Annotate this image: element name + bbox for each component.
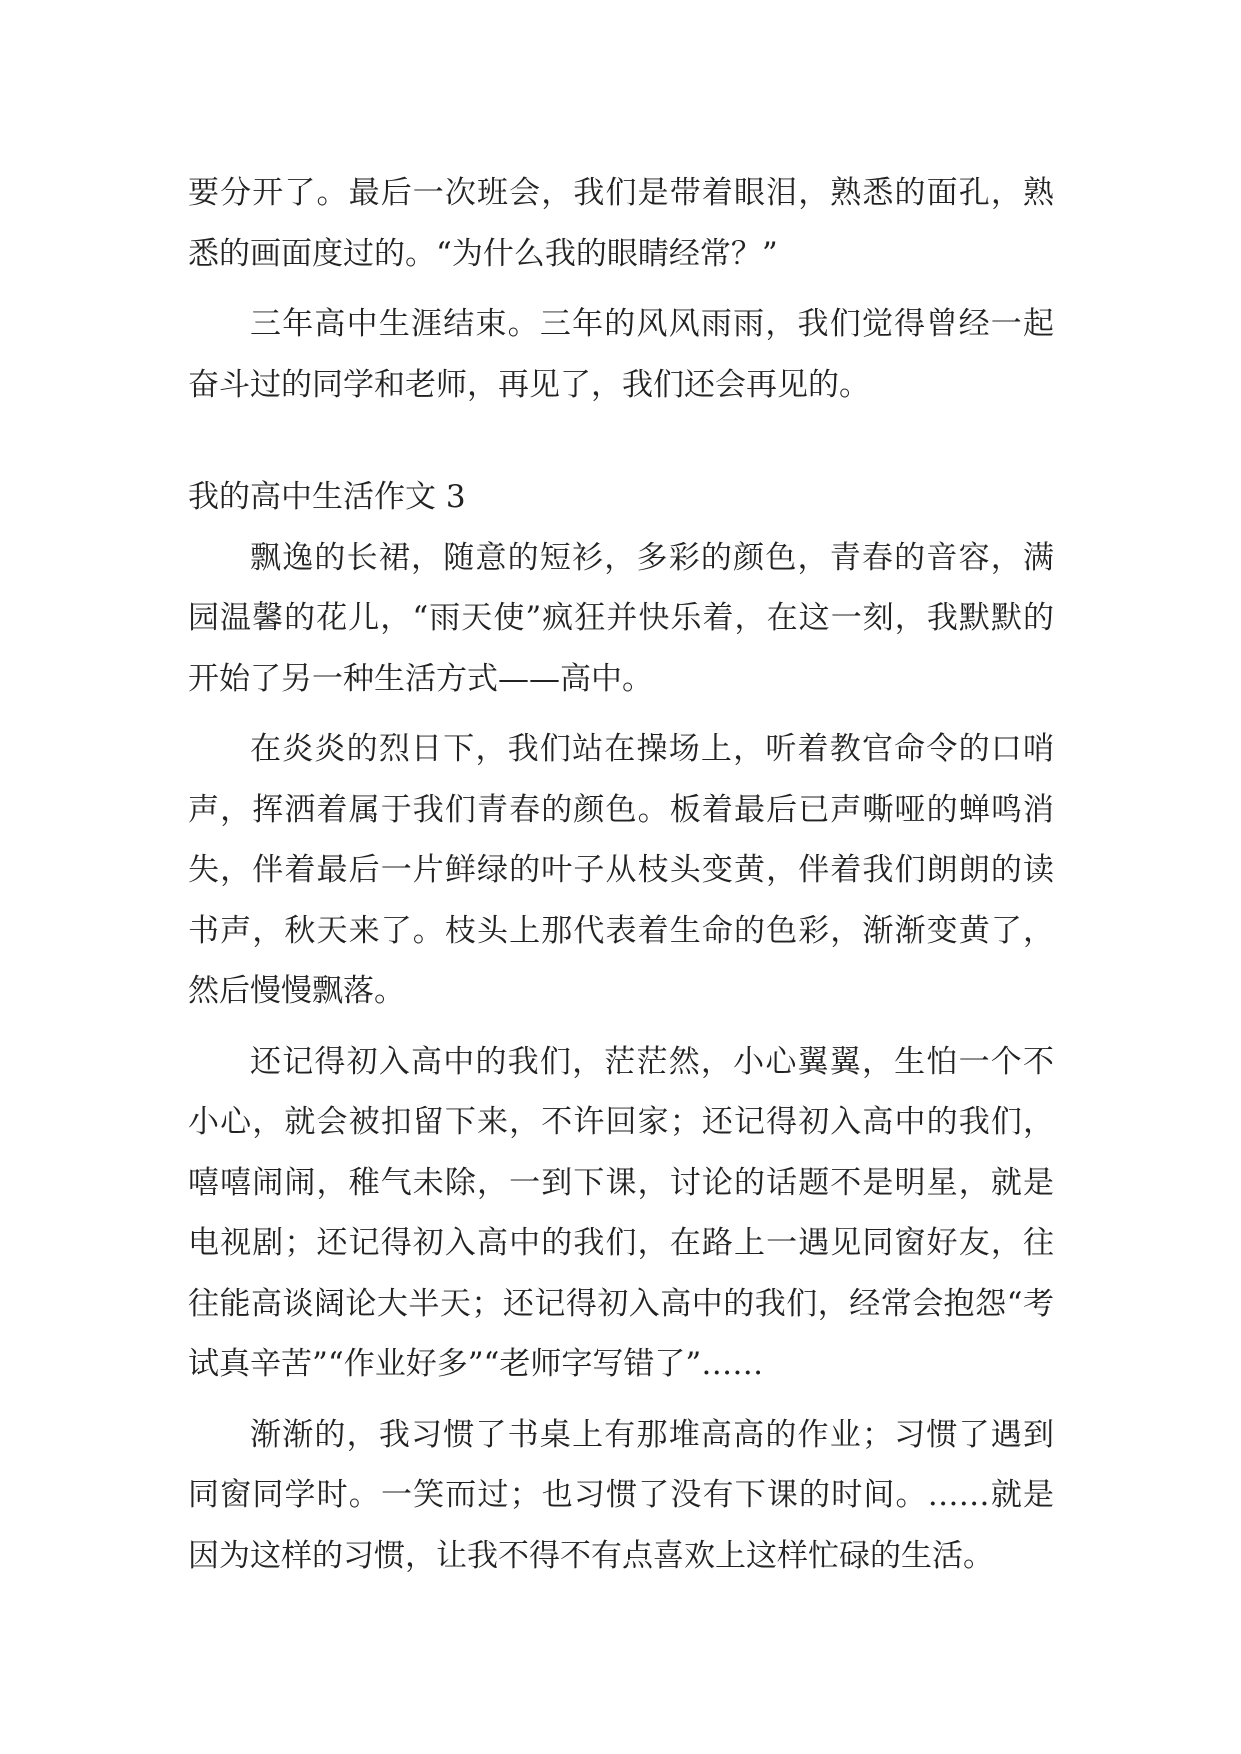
paragraph-habit: 渐渐的，我习惯了书桌上有那堆高高的作业；习惯了遇到同窗同学时。一笑而过；也习惯了没有下课的时间。……就是因为这样的习惯，让我不得不有点喜欢上这样忙碌的生活。 bbox=[188, 1416, 1054, 1574]
section-title: 我的高中生活作文 3 bbox=[188, 479, 466, 515]
paragraph-skirts: 飘逸的长裙，随意的短衫，多彩的颜色，青春的音容，满园温馨的花儿，“雨天使”疯狂并快乐着，在这一刻，我默默的开始了另一种生活方式——高中。 bbox=[188, 539, 1054, 697]
paragraph-remember: 还记得初入高中的我们，茫茫然，小心翼翼，生怕一个不小心，就会被扣留下来，不许回家；还记得初入高中的我们，嘻嘻闹闹，稚气未除，一到下课，讨论的话题不是明星，就是电视剧；还记得初入高中的我们，在路上一遇见同窗好友，往往能高谈阔论大半天；还记得初入高中的我们，经常会抱怨“考试真辛苦”“作业好多”“老师字写错了”…… bbox=[188, 1043, 1054, 1382]
paragraph-sun: 在炎炎的烈日下，我们站在操场上，听着教官命令的口哨声，挥洒着属于我们青春的颜色。板着最后已声嘶哑的蝉鸣消失，伴着最后一片鲜绿的叶子从枝头变黄，伴着我们朗朗的读书声，秋天来了。枝头上那代表着生命的色彩，渐渐变黄了，然后慢慢飘落。 bbox=[188, 731, 1054, 1009]
document-body bbox=[188, 163, 1054, 1586]
paragraph-continuation: 要分开了。最后一次班会，我们是带着眼泪，熟悉的面孔，熟悉的画面度过的。“为什么我的眼睛经常？” bbox=[188, 175, 1054, 272]
paragraph-three-years: 三年高中生涯结束。三年的风风雨雨，我们觉得曾经一起奋斗过的同学和老师，再见了，我们还会再见的。 bbox=[188, 306, 1054, 403]
